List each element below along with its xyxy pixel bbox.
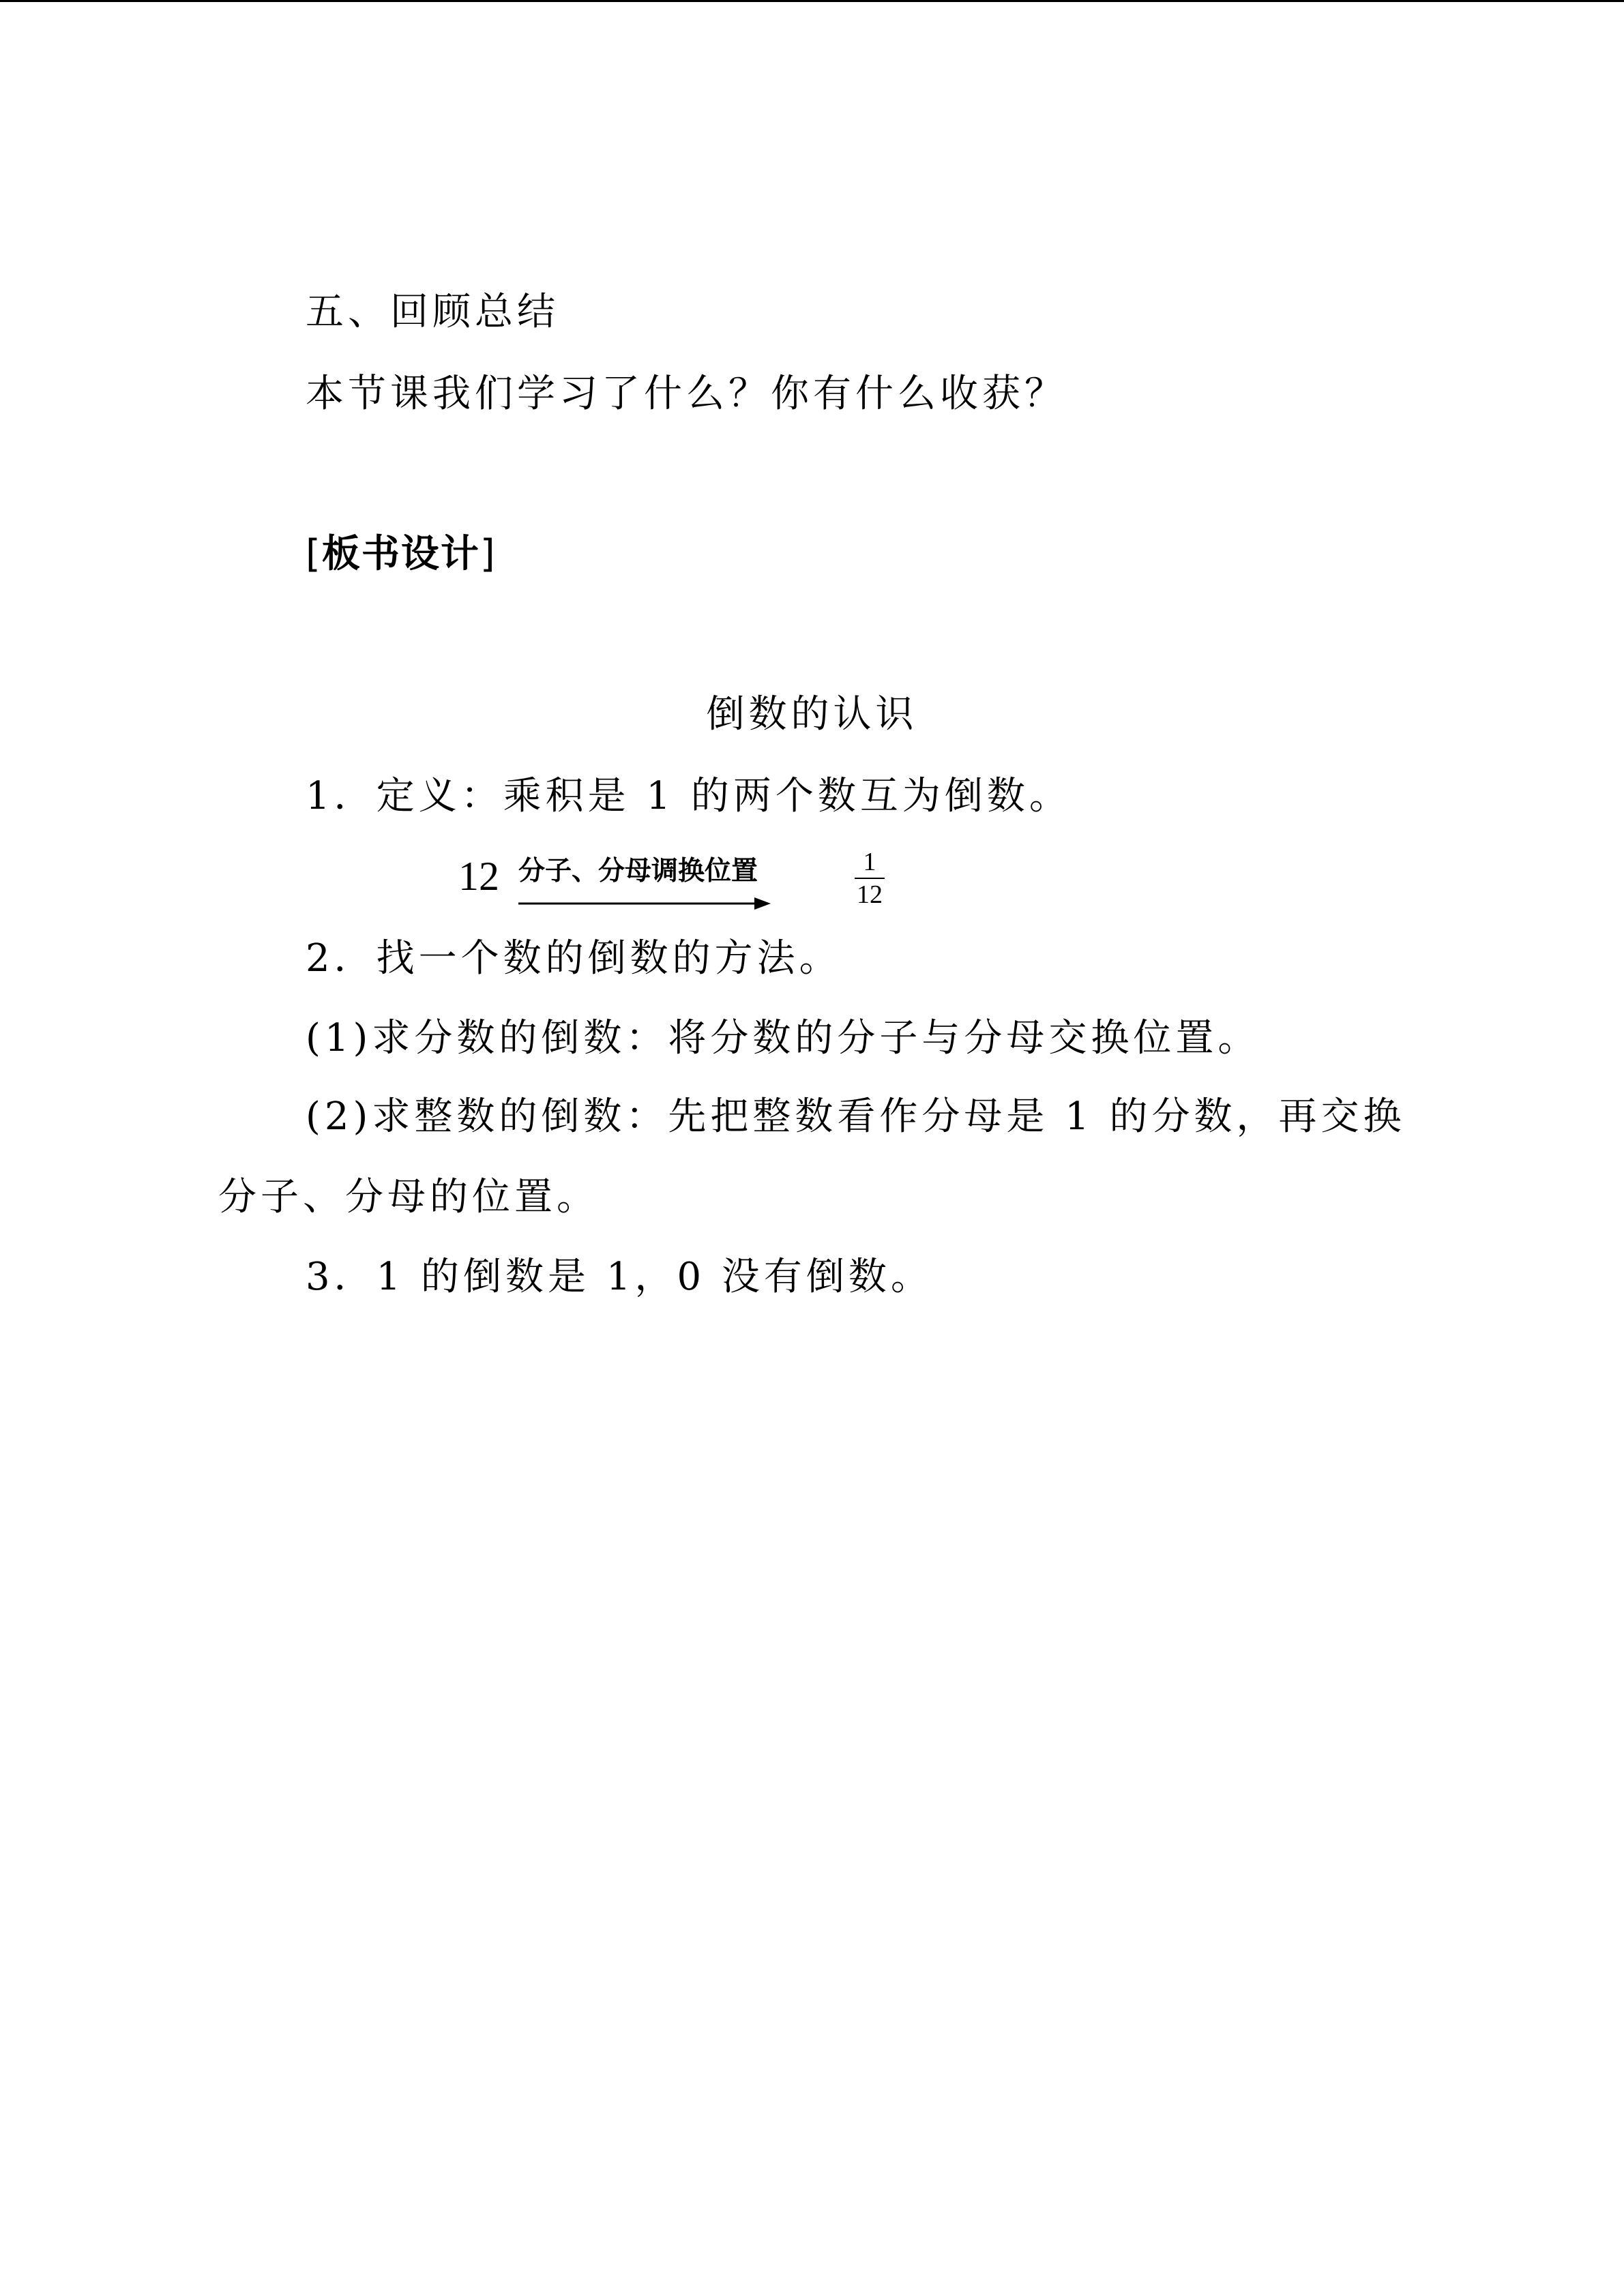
method-2-line-1: (2)求整数的倒数：先把整数看作分母是 1 的分数，再交换 [306, 1094, 1406, 1139]
board-design-label: 板书设计 [321, 532, 480, 576]
diagram-arrow-label: 分子、分母调换位置 [518, 856, 758, 886]
method-1: (1)求分数的倒数：将分数的分子与分母交换位置。 [306, 1016, 1260, 1060]
board-design-heading [306, 532, 497, 576]
diagram-from-number: 12 [458, 854, 499, 899]
definition-line: 1．定义：乘积是 1 的两个数互为倒数。 [306, 774, 1072, 818]
top-border-line [0, 0, 1624, 2]
bracket-open: [ [306, 532, 322, 576]
section-heading: 五、回顾总结 [306, 290, 559, 334]
bracket-close: ] [479, 532, 497, 576]
board-title: 倒数的认识 [706, 692, 918, 736]
note-3: 3．1 的倒数是 1，0 没有倒数。 [306, 1255, 933, 1299]
fraction-denominator: 12 [857, 880, 883, 909]
method-2-line-2: 分子、分母的位置。 [218, 1175, 599, 1219]
reciprocal-fraction [849, 849, 890, 908]
right-arrow-icon [518, 893, 772, 914]
method-heading: 2．找一个数的倒数的方法。 [306, 936, 842, 981]
fraction-numerator: 1 [863, 848, 876, 876]
review-question: 本节课我们学习了什么？你有什么收获？ [306, 372, 1067, 416]
